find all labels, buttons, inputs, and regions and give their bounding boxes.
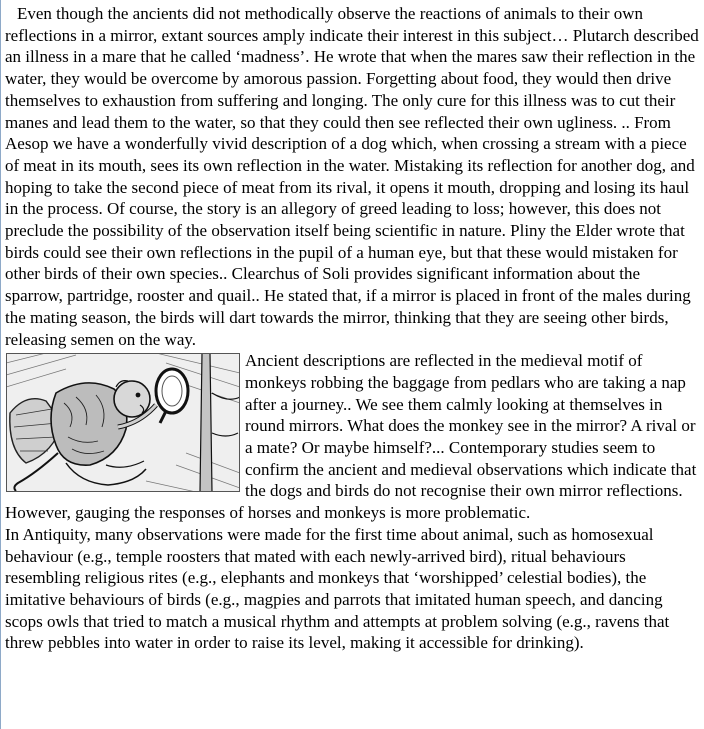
- paragraph-medieval: [5, 350, 701, 524]
- document-body: [5, 3, 701, 654]
- paragraph-antiquity: In Antiquity, many observations were made for the first time about animal, such as homosexual behaviour (e.g., temple roosters that mated with each newly-arrived bird), ritual behaviours resembling religious rites (e.g., elephants and monkeys that ‘worshipped’ celestial bodies), the imitative behaviours of birds (e.g., magpies and parrots that imitated human speech, and dancing scops owls that tried to match a musical rhythm and attempts at problem solving (e.g., ravens that threw pebbles into water in order to raise its level, making it accessible for drinking).: [5, 524, 670, 653]
- paragraph-intro: Even though the ancients did not methodically observe the reactions of animals to their own reflections in a mirror, extant sources amply indicate their interest in this subject… Plutarch described an illness in a mare that he called ‘madness’. He wrote that when the mares saw their reflection in the water, they would be overcome by amorous passion. Forgetting about food, they would then drive themselves to exhaustion from suffering and longing. The only cure for this illness was to cut their manes and lead them to the water, so that they could then see reflected their own ugliness. .. From Aesop we have a wonderfully vivid description of a dog which, when crossing a stream with a piece of meat in its mouth, sees its own reflection in the water. Mistaking its reflection for another dog, and hoping to take the second piece of meat from its rival, it opens it mouth, dropping and losing its haul in the process. Of course, the story is an allegory of greed leading to loss; however, this does not preclude the possibility of the observation itself being scientific in nature. Pliny the Elder wrote that birds could see their own reflections in the pupil of a human eye, but that these would mistaken for other birds of their own species.. Clearchus of Soli provides significant information about the sparrow, partridge, rooster and quail.. He stated that, if a mirror is placed in front of the males during the mating season, the birds will dart towards the mirror, thinking that they are seeing other birds, releasing semen on the way.: [5, 4, 699, 349]
- paragraph-medieval-text: Ancient descriptions are reflected in the medieval motif of monkeys robbing the baggage from pedlars who are taking a nap after a journey.. We see them calmly looking at themselves in round mirrors. What does the monkey see in the mirror? A rival or a mate? Or maybe himself?... Contemporary studies seem to confirm the ancient and medieval observations which indicate that the dogs and birds do not recognise their own mirror reflections. However, gauging the responses of horses and monkeys is more problematic.: [5, 351, 697, 523]
- monkey-mirror-woodcut-image: [6, 353, 240, 492]
